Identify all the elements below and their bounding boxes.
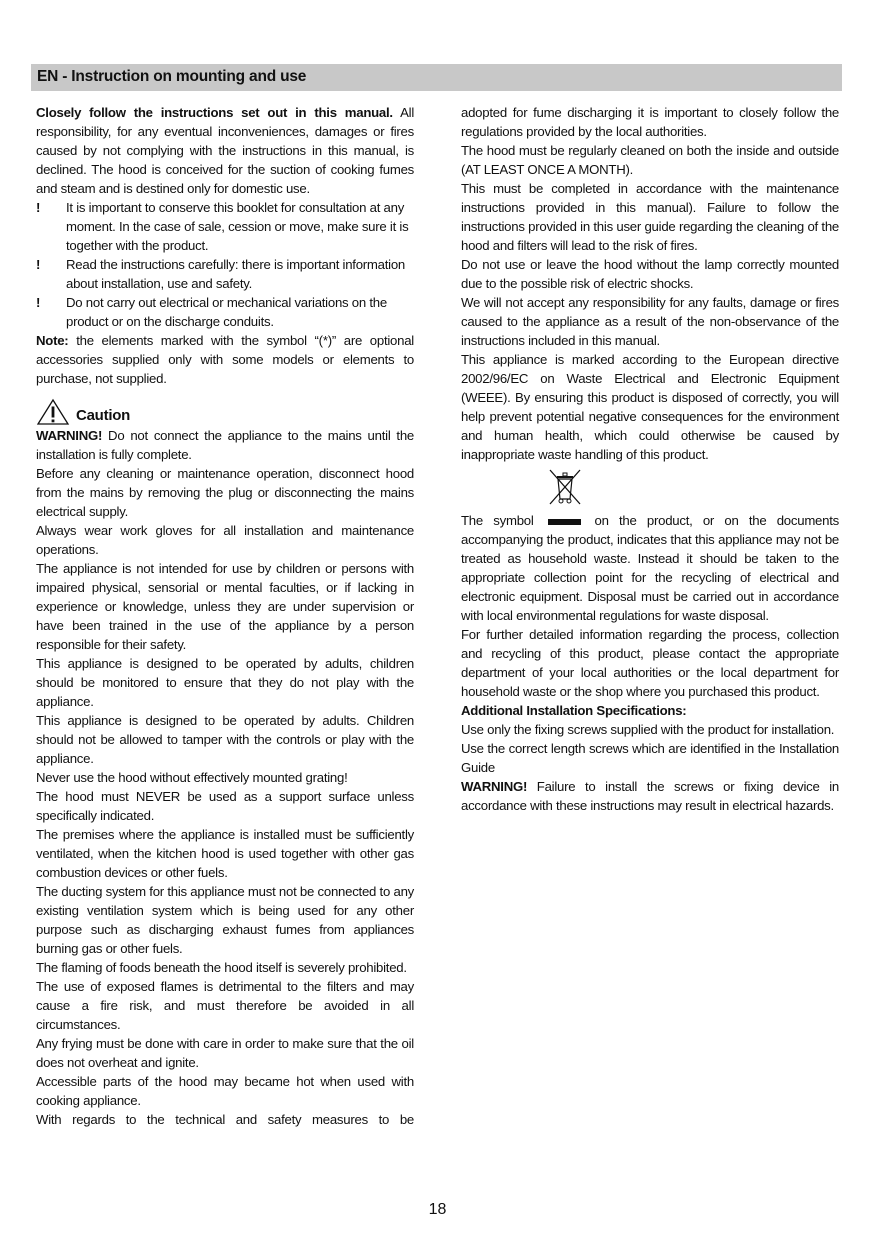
- paragraph: Any frying must be done with care in order to make sure that the oil does not overheat and ignite.: [36, 1036, 414, 1070]
- paragraph: With regards to the technical and safety measures to be: [36, 1112, 414, 1127]
- paragraph: For further detailed information regarding the process, collection and recycling of this product, please contact the appropriate department of your local authorities or the local department for household waste or the shop where you purchased this product.: [461, 627, 839, 699]
- note-text: the elements marked with the symbol “(*)” are optional accessories supplied only with some models or elements to purchase, not supplied.: [36, 333, 414, 386]
- symbol-sentence: [461, 511, 839, 530]
- crossed-out-wheelie-bin-icon: [545, 467, 585, 507]
- warning-label: WARNING!: [461, 779, 528, 794]
- warning-text: Do not connect the appliance to the mains until the installation is fully complete.: [36, 428, 414, 462]
- bullet-mark: !: [36, 295, 41, 310]
- paragraph: Use the correct length screws which are identified in the Installation Guide: [461, 741, 839, 775]
- paragraph: The use of exposed flames is detrimental to the filters and may cause a fire risk, and must therefore be avoided in all circumstances.: [36, 979, 414, 1032]
- intro-paragraph: [36, 103, 414, 198]
- warning-triangle-icon: [36, 398, 70, 426]
- warning-text: Failure to install the screws or fixing device in accordance with these instructions may result in electrical hazards.: [461, 779, 839, 813]
- paragraph: The flaming of foods beneath the hood itself is severely prohibited.: [36, 960, 407, 975]
- bullet-item: [36, 293, 414, 331]
- bullet-mark: !: [36, 257, 41, 272]
- paragraph: Always wear work gloves for all installation and maintenance operations.: [36, 523, 414, 557]
- intro-bold: Closely follow the instructions set out in this manual.: [36, 105, 393, 120]
- left-column: [36, 103, 414, 1129]
- bullet-mark: !: [36, 200, 41, 215]
- paragraph: We will not accept any responsibility for any faults, damage or fires caused to the appliance as a result of the non-observance of the instructions included in this manual.: [461, 295, 839, 348]
- bullet-text: It is important to conserve this booklet for consultation at any moment. In the case of sale, cession or move, make sure it is together with the product.: [66, 200, 409, 253]
- intro-text: All responsibility, for any eventual inconveniences, damages or fires caused by not complying with the instructions in this manual, is declined. The hood is conceived for the suction of cooking fumes and steam and is destined only for domestic use.: [36, 105, 414, 196]
- bullet-text: Read the instructions carefully: there is important information about installation, use and safety.: [66, 257, 406, 291]
- paragraph: Before any cleaning or maintenance operation, disconnect hood from the mains by removing the plug or disconnecting the mains electrical supply.: [36, 466, 414, 519]
- symbol-line: [461, 511, 839, 530]
- paragraph: adopted for fume discharging it is important to closely follow the regulations provided by the local authorities.: [461, 105, 839, 139]
- paragraph: The hood must be regularly cleaned on both the inside and outside (AT LEAST ONCE A MONTH).: [461, 143, 839, 177]
- paragraph: Accessible parts of the hood may became hot when used with cooking appliance.: [36, 1074, 414, 1108]
- paragraph: The hood must NEVER be used as a support surface unless specifically indicated.: [36, 789, 414, 823]
- page-number: 18: [428, 1201, 447, 1218]
- note-label: Note:: [36, 333, 69, 348]
- section-title: EN - Instruction on mounting and use: [37, 68, 307, 85]
- paragraph: The ducting system for this appliance must not be connected to any existing ventilation system which is being used for any other purpose such as discharging exhaust fumes from appliances burning gas or other fuels.: [36, 884, 414, 956]
- weee-bar-icon: [548, 519, 581, 525]
- caution-label: Caution: [76, 407, 131, 424]
- additional-heading: Additional Installation Specifications:: [461, 703, 687, 718]
- symbol-suffix: on the product, or on the documents: [594, 513, 839, 528]
- paragraph: This appliance is designed to be operated by adults, children should be monitored to ensure that they do not play with the appliance.: [36, 656, 414, 709]
- bullet-item: [36, 255, 414, 293]
- warning-paragraph: [36, 426, 414, 464]
- paragraph: accompanying the product, indicates that this appliance may not be treated as household waste. Instead it should be taken to the appropriate collection point for the recycling of electrical and electronic equipment. Disposal must be carried out in accordance with local environmental regulations for waste disposal.: [461, 532, 839, 623]
- symbol-prefix: The symbol: [461, 513, 534, 528]
- note-paragraph: [36, 331, 414, 388]
- paragraph: The premises where the appliance is installed must be sufficiently ventilated, when the kitchen hood is used together with other gas combustion devices or other fuels.: [36, 827, 414, 880]
- paragraph: Never use the hood without effectively mounted grating!: [36, 770, 348, 785]
- paragraph: This appliance is marked according to the European directive 2002/96/EC on Waste Electrical and Electronic Equipment (WEEE). By ensuring this product is disposed of correctly, you will help prevent potential negative consequences for the environment and human health, which could otherwise be caused by inappropriate waste handling of this product.: [461, 352, 839, 462]
- right-column: [461, 103, 839, 815]
- caution-heading: [36, 398, 414, 426]
- paragraph: This must be completed in accordance with the maintenance instructions provided in this manual). Failure to follow the instructions provided in this user guide regarding the cleaning of the hood and filters will lead to the risk of fires.: [461, 181, 839, 253]
- bullet-text: Do not carry out electrical or mechanical variations on the product or on the discharge conduits.: [66, 295, 387, 329]
- warning-paragraph: [461, 777, 839, 815]
- paragraph: The appliance is not intended for use by children or persons with impaired physical, sensorial or mental faculties, or if lacking in experience or knowledge, unless they are under supervision or have been trained in the use of the appliance by a person responsible for their safety.: [36, 561, 414, 652]
- paragraph: Do not use or leave the hood without the lamp correctly mounted due to the possible risk of electric shocks.: [461, 257, 839, 291]
- warning-label: WARNING!: [36, 428, 103, 443]
- paragraph: Use only the fixing screws supplied with the product for installation.: [461, 722, 835, 737]
- section-header-bar: [31, 64, 842, 91]
- bullet-item: [36, 198, 414, 255]
- paragraph: This appliance is designed to be operated by adults. Children should not be allowed to tamper with the controls or play with the appliance.: [36, 713, 414, 766]
